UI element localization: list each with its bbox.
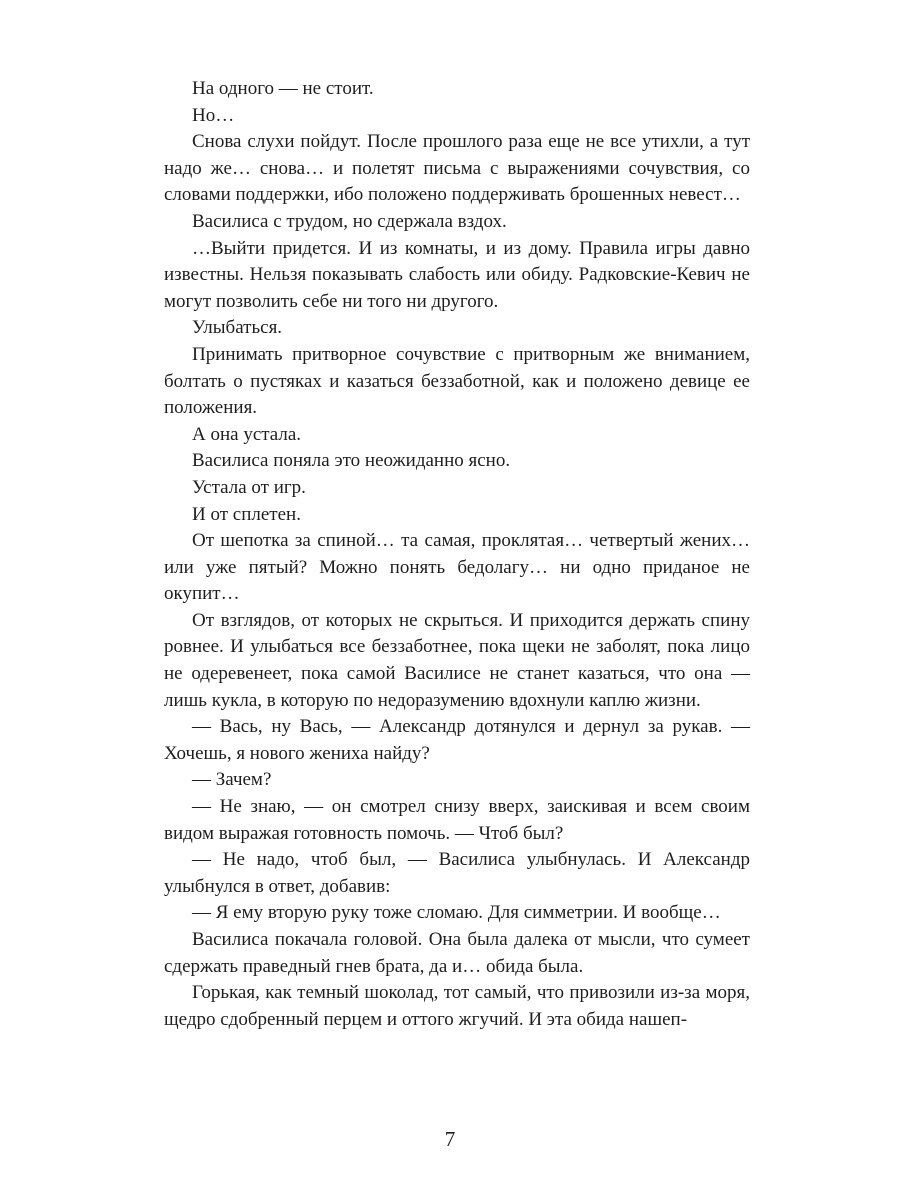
paragraph: От шепотка за спиной… та самая, проклятая… четвертый жених… или уже пятый? Можно понять бедолагу… ни одно приданое не окупит… [164,530,750,605]
paragraph: …Выйти придется. И из комнаты, и из дому. Правила игры давно известны. Нельзя показывать слабость или обиду. Радковские-Кевич не могут позволить себе ни того ни другого. [164,237,750,312]
paragraph: — Не знаю, — он смотрел снизу вверх, заискивая и всем своим видом выражая готовность помочь. — Чтоб был? [164,796,750,844]
paragraph: Василиса поняла это неожиданно ясно. [192,450,511,472]
paragraph: Горькая, как темный шоколад, тот самый, что привозили из-за моря, щедро сдобренный перцем и оттого жгучий. И эта обида нашеп- [164,982,750,1030]
paragraph: — Зачем? [192,769,272,791]
paragraph: От взглядов, от которых не скрыться. И приходится держать спину ровнее. И улыбаться все беззаботнее, пока щеки не заболят, пока лицо не одеревенеет, пока самой Василисе не станет казаться, что она — лишь кукла, в которую по недоразумению вдохнули каплю жизни. [164,609,750,711]
paragraph: Но… [192,104,235,126]
paragraph: Василиса с трудом, но сдержала вздох. [192,210,507,232]
page-number: 7 [444,1127,456,1151]
paragraph: — Вась, ну Вась, — Александр дотянулся и дернул за рукав. — Хочешь, я нового жениха найду? [164,716,750,764]
paragraph: Устала от игр. [192,476,306,498]
paragraph: Улыбаться. [192,317,283,339]
paragraph: Снова слухи пойдут. После прошлого раза еще не все утихли, а тут надо же… снова… и полетят письма с выражениями сочувствия, со словами поддержки, ибо положено поддерживать брошенных невест… [164,131,750,206]
paragraph: — Я ему вторую руку тоже сломаю. Для симметрии. И вообще… [192,902,721,924]
paragraph: На одного — не стоит. [192,78,374,99]
paragraph: — Не надо, чтоб был, — Василиса улыбнулась. И Александр улыбнулся в ответ, добавив: [164,849,750,897]
body-text [164,76,750,1033]
paragraph: И от сплетен. [192,503,301,525]
paragraph: Василиса покачала головой. Она была далека от мысли, что сумеет сдержать праведный гнев брата, да и… обида была. [164,929,750,977]
paragraph: Принимать притворное сочувствие с притворным же вниманием, болтать о пустяках и казаться беззаботной, как и положено девице ее положения. [164,343,750,419]
paragraph: А она устала. [192,423,302,445]
